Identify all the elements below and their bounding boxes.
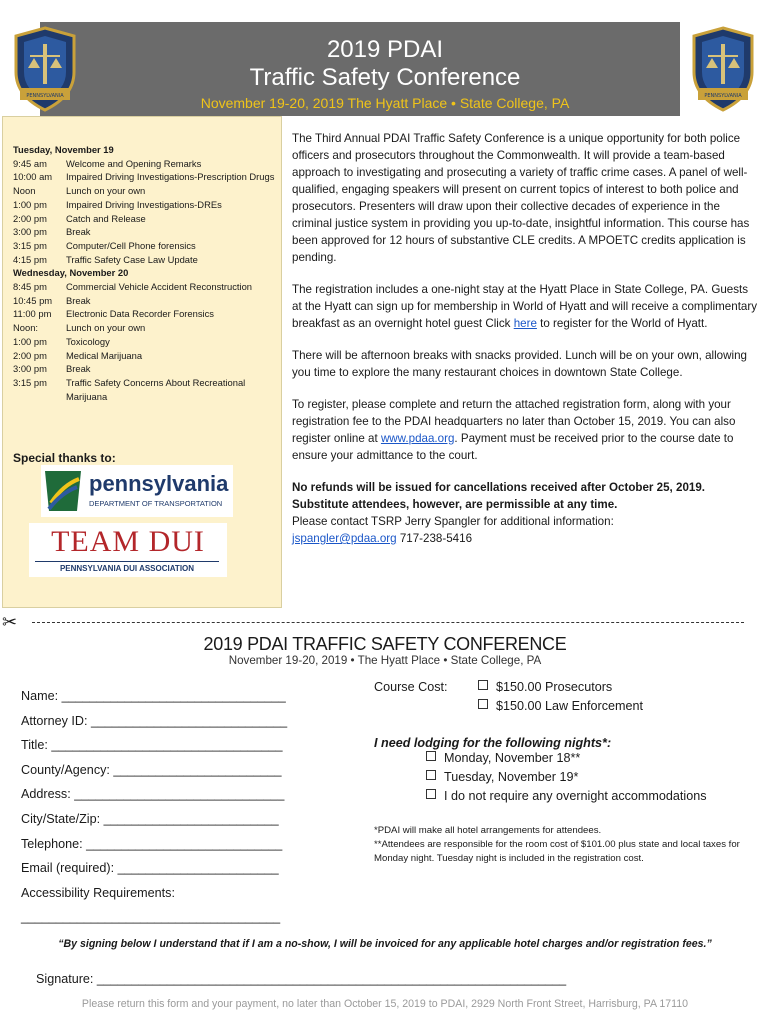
address-field[interactable]: Address: ______________________________ <box>21 787 285 802</box>
schedule-time: Noon: <box>13 322 39 334</box>
description-paragraph <box>292 281 758 332</box>
schedule-panel <box>2 116 282 608</box>
course-cost <box>374 680 764 718</box>
schedule-time: 4:15 pm <box>13 253 47 265</box>
description-paragraph <box>292 396 758 464</box>
schedule-event: Commercial Vehicle Accident Reconstruction <box>66 281 253 293</box>
description-text: to register for the World of Hyatt. <box>536 317 708 330</box>
lodging-option-label: Monday, November 18** <box>444 751 581 765</box>
lodging-option-label: I do not require any overnight accommodations <box>444 789 707 803</box>
schedule-item <box>13 294 278 308</box>
special-thanks-label: Special thanks to: <box>13 451 116 465</box>
contact-info <box>292 530 758 547</box>
schedule-event: Lunch on your own <box>66 185 146 197</box>
schedule-item <box>13 321 278 335</box>
telephone-field[interactable]: Telephone: ____________________________ <box>21 836 283 851</box>
form-title: 2019 PDAI TRAFFIC SAFETY CONFERENCE <box>203 634 567 654</box>
schedule-time: 1:00 pm <box>13 335 47 347</box>
schedule-time: 3:00 pm <box>13 226 47 238</box>
signature-field[interactable]: Signature: ___________________________________________________________________ <box>36 972 567 986</box>
refund-policy: No refunds will be issued for cancellations received after October 25, 2019. <box>292 481 706 494</box>
checkbox[interactable] <box>478 680 488 690</box>
schedule-time: 1:00 pm <box>13 198 47 210</box>
schedule-item <box>13 198 278 212</box>
cost-option-label: $150.00 Prosecutors <box>496 680 613 694</box>
lodging-option-label: Tuesday, November 19* <box>444 770 579 784</box>
schedule-time: 3:00 pm <box>13 363 47 375</box>
no-show-statement: “By signing below I understand that if I am a no-show, I will be invoiced for any applicable hotel charges and/or registration fees.” <box>58 938 712 950</box>
description-text: The registration includes a one-night stay at the Hyatt Place in State College, PA. Guests at the Hyatt can sign up for membership in World of Hyatt and will receive a complimentary breakfast as an overnight hotel guest Click <box>292 283 758 330</box>
pdaa-link[interactable]: www.pdaa.org <box>380 432 455 445</box>
schedule-list <box>13 143 278 403</box>
schedule-item <box>13 349 278 363</box>
lodging-option[interactable] <box>426 789 764 808</box>
schedule-item <box>13 362 278 376</box>
svg-text:PENNSYLVANIA: PENNSYLVANIA <box>704 93 742 99</box>
accessibility-field[interactable]: _____________________________________ <box>21 910 281 925</box>
schedule-time: 3:15 pm <box>13 376 47 388</box>
schedule-time: 10:00 am <box>13 171 53 183</box>
schedule-event: Toxicology <box>66 335 110 347</box>
conference-description <box>292 130 758 547</box>
scissors-icon: ✂ <box>2 612 18 632</box>
schedule-event: Lunch on your own <box>66 322 146 334</box>
schedule-item <box>13 157 278 171</box>
schedule-event: Traffic Safety Case Law Update <box>66 253 198 265</box>
schedule-item <box>13 212 278 226</box>
cut-line <box>32 622 744 623</box>
course-cost-label: Course Cost: <box>374 680 448 694</box>
lodging-option[interactable] <box>426 751 764 770</box>
schedule-time: 10:45 pm <box>13 294 53 306</box>
contact-text: Please contact TSRP Jerry Spangler for additional information: <box>292 515 614 528</box>
page-subtitle: November 19-20, 2019 The Hyatt Place • State College, PA <box>200 95 570 111</box>
monday-note: **Attendees are responsible for the room cost of $101.00 plus state and local taxes for Monday night. Tuesday night is included in the registration cost. <box>374 839 740 864</box>
substitute-policy: Substitute attendees, however, are permissible at any time. <box>292 498 618 511</box>
schedule-item <box>13 335 278 349</box>
hyatt-link[interactable]: here <box>513 317 537 330</box>
form-subtitle: November 19-20, 2019 • The Hyatt Place • State College, PA <box>228 654 542 667</box>
schedule-event: Break <box>66 226 91 238</box>
schedule-time: 8:45 pm <box>13 281 47 293</box>
lodging-label: I need lodging for the following nights*: <box>374 736 612 750</box>
lodging-note: *PDAI will make all hotel arrangements for attendees. <box>374 825 602 836</box>
cost-option-label: $150.00 Law Enforcement <box>496 699 644 713</box>
team-dui-logo <box>29 523 227 577</box>
schedule-event: Catch and Release <box>66 212 146 224</box>
svg-text:PENNSYLVANIA: PENNSYLVANIA <box>26 93 64 99</box>
email-field[interactable]: Email (required): _______________________ <box>21 861 279 876</box>
lodging-option[interactable] <box>426 770 764 789</box>
schedule-event: Break <box>66 294 91 306</box>
schedule-time: 3:15 pm <box>13 239 47 251</box>
checkbox[interactable] <box>426 751 436 761</box>
schedule-time: Noon <box>13 185 36 197</box>
schedule-item <box>13 307 278 321</box>
description-paragraph: The Third Annual PDAI Traffic Safety Conference is a unique opportunity for both police officers and prosecutors throughout the Commonwealth. It will provide a team-based approach to investigating and prosecuting a variety of traffic crime cases. A panel of well-qualified, engaging speakers will present on current topics of interest to both police and prosecutors. Presenters will draw upon their collective decades of experience in the criminal justice system in providing you up-to-date, insightful information. This course has been approved for 12 hours of substantive CLE credits. A MPOETC credits application is pending. <box>292 132 750 264</box>
description-text: . Payment must be received prior to the course date to ensure your admittance to the court. <box>292 432 734 462</box>
page-title-line1: 2019 PDAI <box>326 36 444 63</box>
schedule-event: Impaired Driving Investigations-DREs <box>66 198 222 210</box>
registration-fields <box>21 686 361 932</box>
schedule-event: Break <box>66 363 91 375</box>
schedule-item <box>13 253 278 267</box>
lodging-options <box>426 751 764 808</box>
cost-option[interactable] <box>478 699 643 718</box>
cost-options <box>478 680 643 718</box>
schedule-item <box>13 170 278 184</box>
schedule-item <box>13 184 278 198</box>
schedule-day1-heading: Tuesday, November 19 <box>13 144 114 155</box>
attorney-id-field[interactable]: Attorney ID: ____________________________ <box>21 713 288 728</box>
city-state-zip-field[interactable]: City/State/Zip: _________________________ <box>21 811 279 826</box>
cost-option[interactable] <box>478 680 643 699</box>
county-agency-field[interactable]: County/Agency: ________________________ <box>21 762 282 777</box>
description-paragraph: There will be afternoon breaks with snacks provided. Lunch will be on your own, allowing you time to explore the many restaurant choices in downtown State College. <box>292 349 747 379</box>
penndot-name: pennsylvania <box>89 471 229 496</box>
schedule-item <box>13 239 278 253</box>
schedule-event: Electronic Data Recorder Forensics <box>66 308 214 320</box>
page-title-line2: Traffic Safety Conference <box>249 64 521 91</box>
schedule-item <box>13 376 278 403</box>
schedule-item <box>13 225 278 239</box>
title-field[interactable]: Title: _________________________________ <box>21 738 283 753</box>
description-text: To register, please complete and return the attached registration form, along with your registration fee to the PDAI headquarters no later than October 15, 2019. You can also register online at <box>292 398 736 445</box>
schedule-event: Medical Marijuana <box>66 349 143 361</box>
teamdui-name: TEAM DUI <box>51 525 205 558</box>
checkbox[interactable] <box>426 789 436 799</box>
name-field[interactable]: Name: ________________________________ <box>21 689 286 703</box>
schedule-item <box>13 280 278 294</box>
penndot-dept: DEPARTMENT OF TRANSPORTATION <box>89 499 223 508</box>
schedule-event: Traffic Safety Concerns About Recreational Marijuana <box>66 376 246 402</box>
schedule-event: Welcome and Opening Remarks <box>66 157 202 169</box>
schedule-event: Impaired Driving Investigations-Prescription Drugs <box>66 171 275 183</box>
accessibility-label: Accessibility Requirements: <box>21 885 175 900</box>
checkbox[interactable] <box>426 770 436 780</box>
teamdui-assoc: PENNSYLVANIA DUI ASSOCIATION <box>35 561 219 573</box>
return-instructions: Please return this form and your payment, no later than October 15, 2019 to PDAI, 2929 North Front Street, Harrisburg, PA 17110 <box>81 998 689 1010</box>
cost-and-lodging <box>374 680 764 866</box>
checkbox[interactable] <box>478 699 488 709</box>
schedule-time: 11:00 pm <box>13 308 52 320</box>
schedule-time: 9:45 am <box>13 157 47 169</box>
schedule-event: Computer/Cell Phone forensics <box>66 239 196 251</box>
penndot-logo <box>41 465 233 517</box>
email-link[interactable]: jspangler@pdaa.org <box>292 532 397 545</box>
schedule-day2-heading: Wednesday, November 20 <box>13 267 129 279</box>
schedule-time: 2:00 pm <box>13 212 47 224</box>
schedule-time: 2:00 pm <box>13 349 47 361</box>
contact-phone: 717-238-5416 <box>396 532 473 545</box>
